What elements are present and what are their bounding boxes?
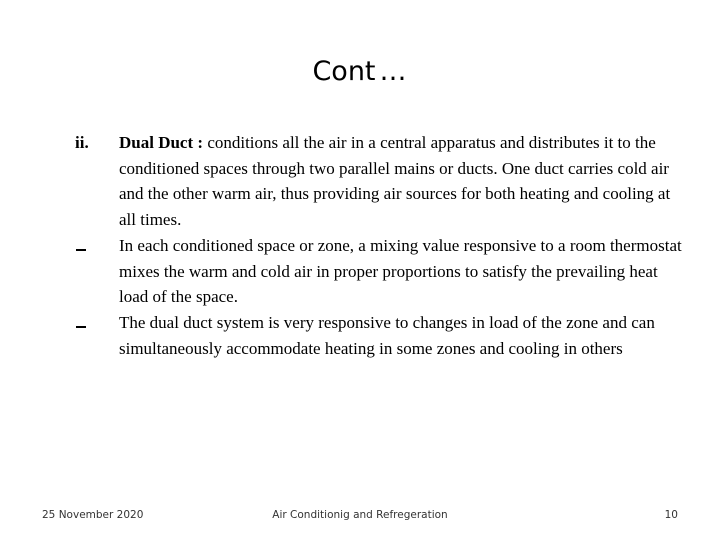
list-item-dual-duct <box>0 130 720 233</box>
list-item-mixing <box>0 233 720 310</box>
item-lead-term: Dual Duct : <box>119 133 204 152</box>
slide-title <box>0 52 720 92</box>
item-body-text: conditions all the air in a central apparatus and distributes it to the conditioned spaces through two parallel mains or ducts. One duct carries cold air and the other warm air, thus providing air sources for both heating and cooling at all times. <box>119 133 671 230</box>
dash-bullet-icon <box>76 249 86 251</box>
slide-title-ellipsis: … <box>379 56 408 87</box>
item-body-text: The dual duct system is very responsive to changes in load of the zone and can simultaneously accommodate heating in some zones and cooling in others <box>119 312 655 358</box>
list-item-responsive <box>0 310 720 361</box>
page-number: 10 <box>664 509 678 521</box>
footer-title: Air Conditionig and Refregeration <box>272 509 448 521</box>
bullet-list <box>0 130 720 361</box>
dash-bullet-icon <box>76 326 86 328</box>
list-item-text <box>119 130 684 233</box>
list-item-text <box>119 310 684 361</box>
slide-title-text: Cont <box>312 56 376 87</box>
footer-date: 25 November 2020 <box>42 509 144 521</box>
roman-numeral-marker: ii. <box>75 133 89 152</box>
item-body-text: In each conditioned space or zone, a mixing value responsive to a room thermostat mixes the warm and cold air in proper proportions to satisfy the prevailing heat load of the space. <box>119 235 682 307</box>
list-item-text <box>119 233 684 310</box>
